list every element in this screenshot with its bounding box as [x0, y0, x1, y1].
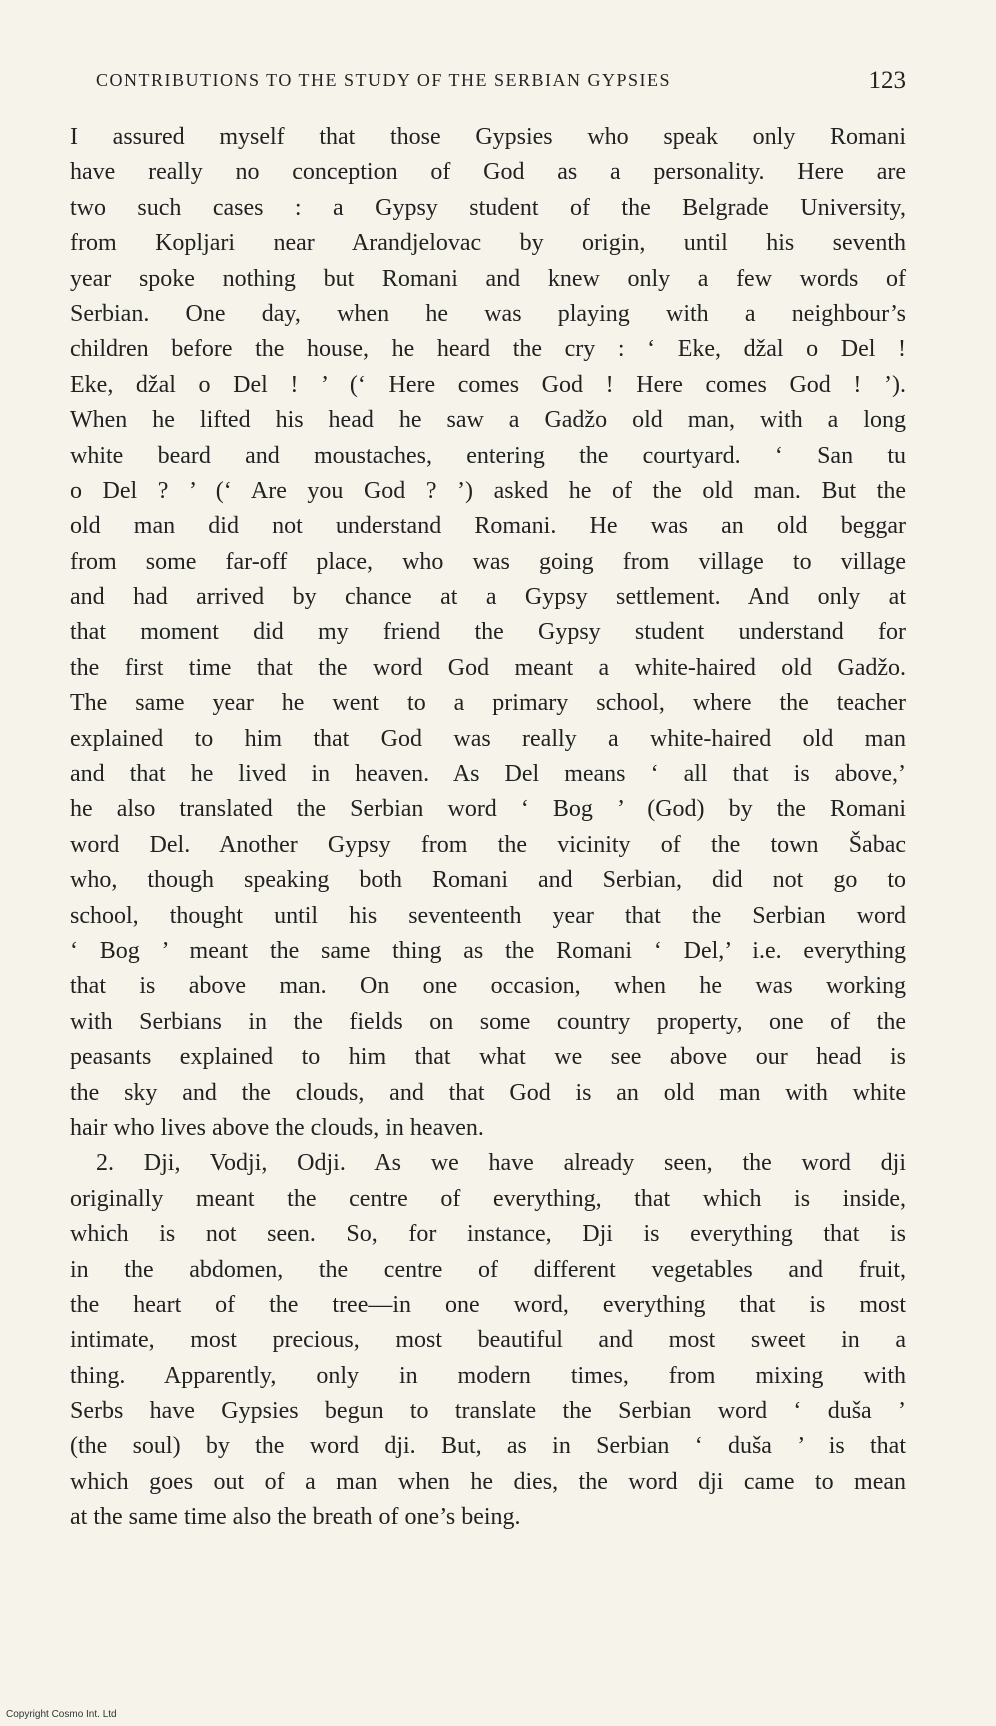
text-line: intimate, most precious, most beautiful and most sweet in a: [70, 1327, 906, 1354]
text-line: from some far-off place, who was going from village to village: [70, 548, 906, 575]
text-line: Serbian. One day, when he was playing with a neighbour’s: [70, 300, 906, 327]
body-text: [70, 120, 906, 1536]
text-line: old man did not understand Romani. He was an old beggar: [70, 513, 906, 540]
text-line: and had arrived by chance at a Gypsy settlement. And only at: [70, 584, 906, 611]
text-line: originally meant the centre of everything, that which is inside,: [70, 1185, 906, 1212]
text-line: in the abdomen, the centre of different vegetables and fruit,: [70, 1256, 906, 1283]
text-line: Serbs have Gypsies begun to translate the Serbian word ‘ duša ’: [70, 1398, 906, 1425]
text-line: from Kopljari near Arandjelovac by origin, until his seventh: [70, 230, 906, 257]
text-line: explained to him that God was really a white-haired old man: [70, 725, 906, 752]
running-title: CONTRIBUTIONS TO THE STUDY OF THE SERBIAN GYPSIES: [96, 70, 672, 90]
text-line: he also translated the Serbian word ‘ Bog ’ (God) by the Romani: [70, 796, 906, 823]
text-line: the heart of the tree—in one word, everything that is most: [70, 1291, 906, 1318]
text-line: When he lifted his head he saw a Gadžo old man, with a long: [70, 407, 906, 434]
text-line: white beard and moustaches, entering the courtyard. ‘ San tu: [70, 442, 906, 469]
text-line: that moment did my friend the Gypsy student understand for: [70, 619, 906, 646]
paragraph-end-line: hair who lives above the clouds, in heaven.: [70, 1114, 484, 1141]
text-line: children before the house, he heard the cry : ‘ Eke, džal o Del !: [70, 336, 906, 363]
text-line: The same year he went to a primary school, where the teacher: [70, 690, 906, 717]
text-line: I assured myself that those Gypsies who speak only Romani: [70, 124, 906, 150]
text-line: peasants explained to him that what we see above our head is: [70, 1044, 906, 1071]
text-line: which is not seen. So, for instance, Dji is everything that is: [70, 1221, 906, 1248]
text-line: (the soul) by the word dji. But, as in Serbian ‘ duša ’ is that: [70, 1433, 906, 1460]
text-line: that is above man. On one occasion, when he was working: [70, 973, 906, 1000]
text-line: and that he lived in heaven. As Del means ‘ all that is above,’: [70, 761, 906, 788]
text-line: word Del. Another Gypsy from the vicinity of the town Šabac: [70, 831, 906, 858]
text-line: the sky and the clouds, and that God is an old man with white: [70, 1079, 906, 1106]
text-line: year spoke nothing but Romani and knew only a few words of: [70, 265, 906, 292]
text-line: o Del ? ’ (‘ Are you God ? ’) asked he of the old man. But the: [70, 477, 906, 504]
text-line: which goes out of a man when he dies, the word dji came to mean: [70, 1468, 906, 1495]
text-line: who, though speaking both Romani and Serbian, did not go to: [70, 867, 906, 894]
text-line: have really no conception of God as a personality. Here are: [70, 159, 906, 186]
text-line: thing. Apparently, only in modern times, from mixing with: [70, 1362, 906, 1389]
text-line: ‘ Bog ’ meant the same thing as the Romani ‘ Del,’ i.e. everything: [70, 937, 906, 964]
text-line: the first time that the word God meant a white-haired old Gadžo.: [70, 654, 906, 681]
text-line: with Serbians in the fields on some country property, one of the: [70, 1008, 906, 1035]
section-start-line: 2. Dji, Vodji, Odji. As we have already seen, the word dji: [96, 1150, 906, 1177]
page-number: 123: [868, 67, 906, 94]
running-head: [70, 67, 906, 100]
text-line: two such cases : a Gypsy student of the Belgrade University,: [70, 194, 906, 221]
text-line: Eke, džal o Del ! ’ (‘ Here comes God ! Here comes God ! ’).: [70, 371, 906, 398]
copyright-notice: Copyright Cosmo Int. Ltd: [6, 1709, 117, 1720]
paragraph-end-line: at the same time also the breath of one’s being.: [70, 1504, 521, 1531]
text-line: school, thought until his seventeenth year that the Serbian word: [70, 902, 906, 929]
